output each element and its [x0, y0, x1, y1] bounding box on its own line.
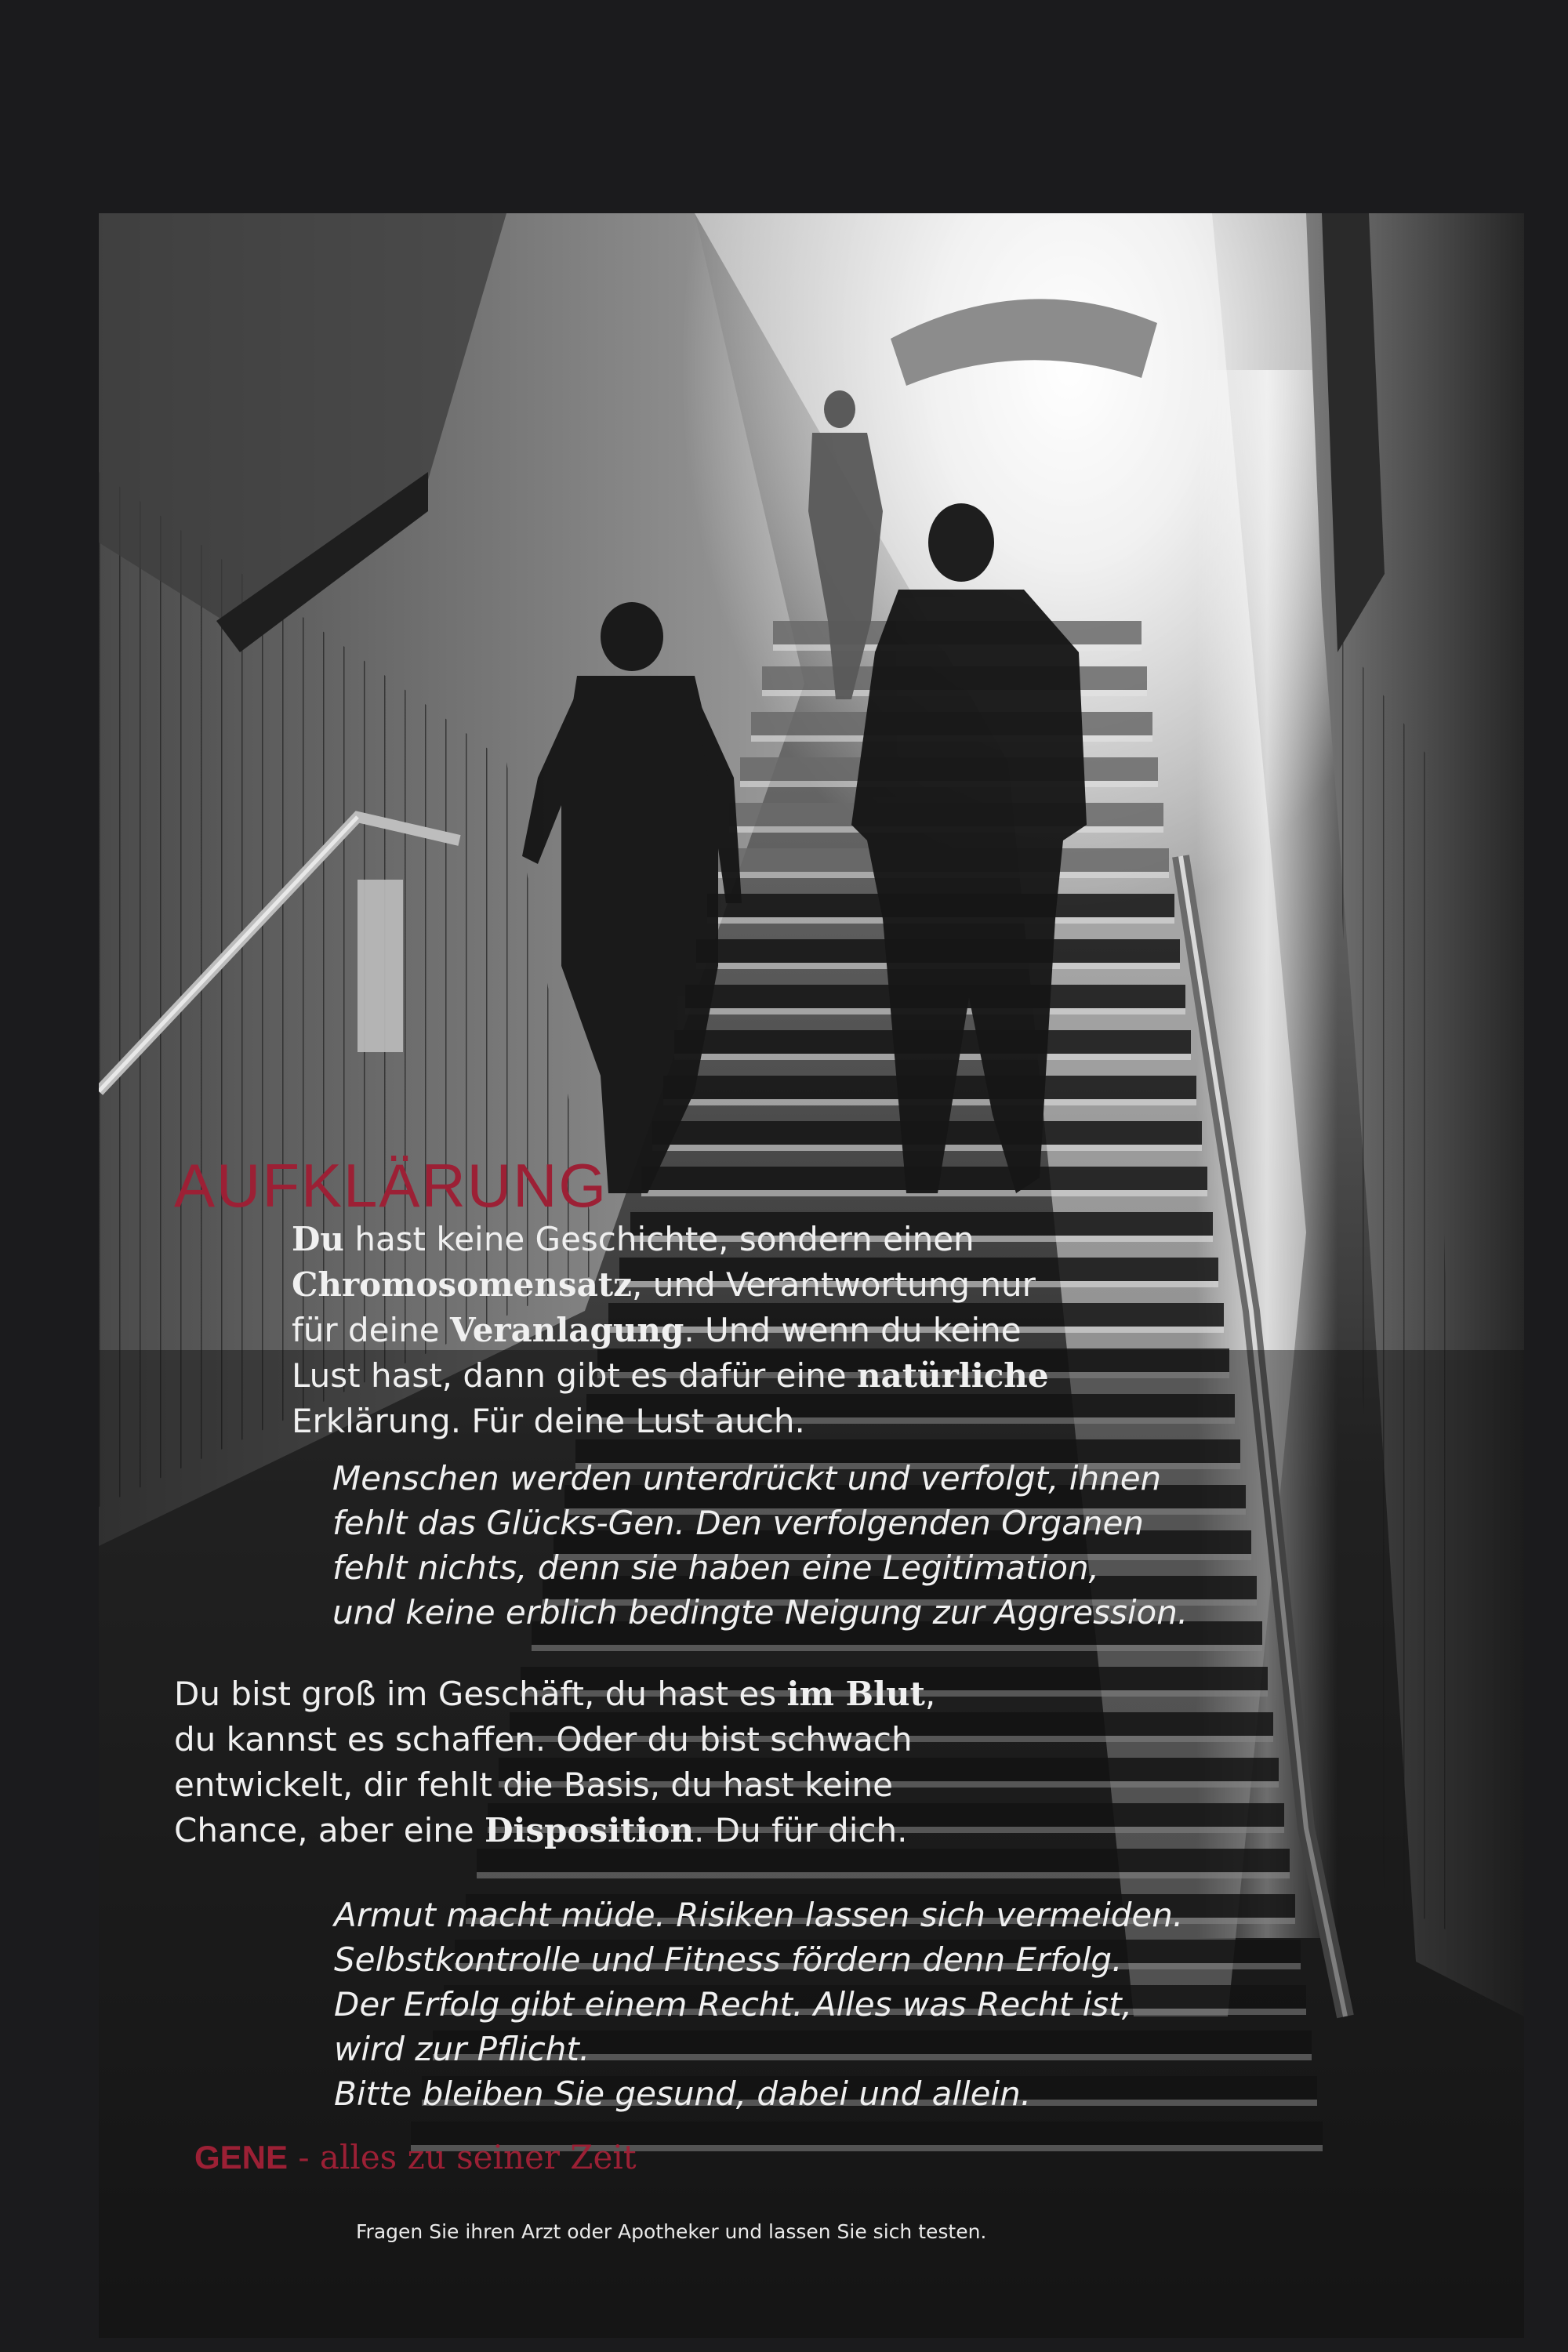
- text-run: , und Verantwortung nur: [632, 1265, 1036, 1304]
- text-line: Selbstkontrolle und Fitness fördern denn Erfolg.: [334, 1940, 1123, 1979]
- text-line: Bitte bleiben Sie gesund, dabei und allein.: [334, 2074, 1032, 2113]
- text-line: fehlt das Glücks-Gen. Den verfolgenden Organen: [332, 1504, 1145, 1542]
- brand-tagline: - alles zu seiner Zeit: [288, 2138, 637, 2176]
- poster: [99, 213, 1524, 2338]
- text-run: Du bist groß im Geschäft, du hast es: [174, 1675, 787, 1713]
- text-line: Der Erfolg gibt einem Recht. Alles was Recht ist,: [334, 1985, 1133, 2024]
- emphasis-word: Disposition: [485, 1811, 695, 1849]
- emphasis-word: im Blut: [786, 1675, 925, 1713]
- text-run: für deine: [292, 1311, 451, 1349]
- text-run: ,: [924, 1675, 936, 1713]
- text-run: du kannst es schaffen. Oder du bist schwach: [174, 1720, 913, 1759]
- text-line: [174, 1762, 935, 1808]
- text-run: . Und wenn du keine: [684, 1311, 1022, 1349]
- text-run: Lust hast, dann gibt es dafür eine: [292, 1356, 857, 1395]
- text-run: . Du für dich.: [694, 1811, 908, 1849]
- text-line: [292, 1217, 1049, 1262]
- text-line: [292, 1399, 1049, 1444]
- text-line: wird zur Pflicht.: [334, 2030, 590, 2068]
- paragraph-4: [334, 1893, 1183, 2116]
- emphasis-word: natürliche: [857, 1356, 1049, 1395]
- text-line: und keine erblich bedingte Neigung zur Aggression.: [332, 1593, 1189, 1632]
- text-line: [292, 1308, 1049, 1353]
- text-line: [174, 1717, 935, 1762]
- text-line: Armut macht müde. Risiken lassen sich vermeiden.: [334, 1896, 1184, 1934]
- text-line: [174, 1671, 935, 1717]
- emphasis-word: Chromosomensatz: [292, 1265, 633, 1304]
- text-run: entwickelt, dir fehlt die Basis, du hast keine: [174, 1766, 893, 1804]
- paragraph-3: [174, 1671, 935, 1853]
- text-run: Erklärung. Für deine Lust auch.: [292, 1402, 805, 1440]
- paragraph-2: [332, 1456, 1188, 1635]
- brand-name: GENE: [194, 2139, 289, 2176]
- paragraph-1: [292, 1217, 1049, 1444]
- text-line: fehlt nichts, denn sie haben eine Legitimation,: [332, 1548, 1099, 1587]
- text-run: Chance, aber eine: [174, 1811, 485, 1849]
- brand-line: [194, 2138, 637, 2176]
- text-line: Menschen werden unterdrückt und verfolgt, ihnen: [332, 1459, 1162, 1497]
- text-line: [174, 1808, 935, 1853]
- text-run: hast keine Geschichte, sondern einen: [343, 1220, 975, 1258]
- emphasis-word: Veranlagung: [450, 1311, 684, 1349]
- text-line: [292, 1262, 1049, 1308]
- text-line: [292, 1353, 1049, 1399]
- headline-aufklaerung: AUFKLÄRUNG: [174, 1151, 608, 1220]
- emphasis-word: Du: [292, 1220, 344, 1258]
- footer-note: Fragen Sie ihren Arzt oder Apotheker und lassen Sie sich testen.: [356, 2220, 987, 2243]
